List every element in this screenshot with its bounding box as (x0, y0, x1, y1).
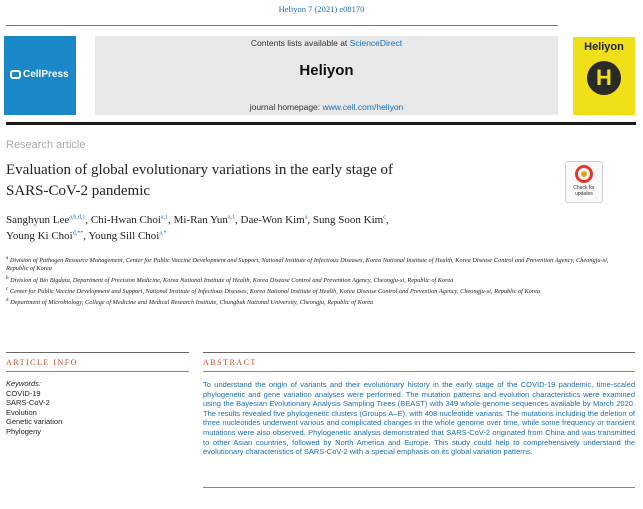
affiliation-c: $^c$ Center for Public Vaccine Development and Support, National Institute of Infectious Diseases, Korea National Institute of Health, Korea Disease Control and Prevention Agency, Cheongju-si, Republic of Korea (6, 286, 541, 295)
contents-line: Contents lists available at ScienceDirect (250, 38, 403, 48)
author-name[interactable]: Dae-Won Kim (240, 214, 305, 226)
header-divider (6, 122, 636, 125)
author-affiliation-ref[interactable]: d,** (72, 230, 84, 237)
journal-reference[interactable]: Heliyon 7 (2021) e08170 (278, 4, 365, 14)
keyword-item: SARS-CoV-2 (6, 398, 50, 408)
keyword-item: Genetic variation (6, 417, 63, 427)
title-line-1: Evaluation of global evolutionary variations in the early stage of (6, 162, 393, 178)
author-affiliation-ref[interactable]: a (304, 214, 308, 221)
abstract-top-rule (203, 352, 635, 353)
cellpress-mark-icon (10, 70, 21, 79)
keywords-label: Keywords: (6, 379, 42, 388)
author-name[interactable]: Chi-Hwan Choi (90, 214, 161, 226)
check-updates-icon (575, 165, 593, 183)
author-name[interactable]: Sanghyun Lee (6, 214, 70, 226)
title-line-2: SARS-CoV-2 pandemic (6, 183, 151, 199)
journal-cover-image[interactable] (573, 37, 635, 115)
article-info-heading: ARTICLE INFO (6, 358, 78, 367)
author-name[interactable]: Young Sill Choi (88, 230, 160, 242)
abstract-bottom-rule (203, 487, 635, 488)
article-title (6, 160, 546, 202)
author-affiliation-ref[interactable]: c (383, 214, 386, 221)
affiliation-b: $^b$ Division of Bio Bigdata, Department of Precision Medicine, Korea National Institute of Health, Korea Disease Control and Prevention Agency, Cheongju-si, Republic of Korea (6, 275, 454, 284)
author-list: Sanghyun Lee$^{a,b,d,1}$, Chi-Hwan Choi$^{a,1}$, Mi-Ran Yun$^{a,1}$, Dae-Won Kim$^a$, Sung Soon Kim$^c$, Young Ki Choi$^{d,**}$, Young Sill Choi$^{a,*}$ (6, 214, 389, 242)
cover-h-icon: H (587, 61, 621, 95)
keyword-item: Evolution (6, 407, 37, 417)
cover-title: Heliyon (584, 41, 624, 53)
author-affiliation-ref[interactable]: a,1 (160, 214, 169, 221)
homepage-line: journal homepage: www.cell.com/heliyon (249, 102, 404, 112)
abstract-heading-rule (203, 371, 635, 372)
article-info-top-rule (6, 352, 189, 353)
article-info-bottom-rule (6, 371, 189, 372)
article-type: Research article (6, 139, 86, 151)
check-updates-label-2: updates (575, 191, 593, 197)
author-affiliation-ref[interactable]: a,1 (227, 214, 236, 221)
affiliation-a: $^a$ Division of Pathogen Resource Management, Center for Public Vaccine Development and Support, National Institute of Infectious Diseases, Korea National Institute of Health, Korea Disease Control and Prevention Agency, Cheongju-si, Republic of Korea (6, 256, 609, 273)
keyword-item: Phylogeny (6, 426, 42, 436)
author-name[interactable]: Sung Soon Kim (312, 214, 384, 226)
cellpress-logo-text: CellPress (10, 69, 69, 80)
author-affiliation-ref[interactable]: a,* (159, 230, 167, 237)
author-name[interactable]: Young Ki Choi (6, 230, 73, 242)
abstract-heading: ABSTRACT (203, 358, 257, 367)
cellpress-logo[interactable] (4, 36, 76, 115)
journal-title: Heliyon (299, 62, 354, 79)
affiliations (6, 255, 626, 308)
affiliation-d: $^d$ Department of Microbiology, College of Medicine and Medical Research Institute, Chungbuk National University, Cheongju, Republic of Korea (6, 298, 374, 307)
check-updates-label-1: Check for (573, 185, 595, 191)
keyword-item: COVID-19 (6, 388, 41, 398)
author-name[interactable]: Mi-Ran Yun (173, 214, 228, 226)
top-divider (6, 25, 558, 26)
check-for-updates-button[interactable] (565, 161, 603, 203)
keywords-list (6, 379, 62, 437)
abstract-text: To understand the origin of variants and their evolutionary history in the early stage of the COVID-19 pandemic, time-scaled phylogenetic and gene variation analyses were performed. The mutation patterns and evolution characteristics were examined using the Bayesian Evolutionary Analysis Sampling Trees (BEAST) with 349 whole-genome sequences available by March 2020. The results revealed five phylogenetic clusters (Groups A–E), with 408 nucleotide variants. The mutations including the deletion of three nucleotides underwent various and complicated changes in the whole genome over time, while some frequency or transient mutations were also observed. Phylogenetic analysis demonstrated that SARS-CoV-2 originated from China and was transmitted to other Asian countries, followed by North America and Europe. This study could help to comprehensively understand the evolutionary characteristics of SARS-CoV-2 with a special emphasis on its global variation patterns. (203, 380, 635, 457)
sciencedirect-link[interactable]: ScienceDirect (349, 38, 403, 48)
homepage-link[interactable]: www.cell.com/heliyon (322, 102, 404, 112)
author-affiliation-ref[interactable]: a,b,d,1 (69, 214, 86, 221)
